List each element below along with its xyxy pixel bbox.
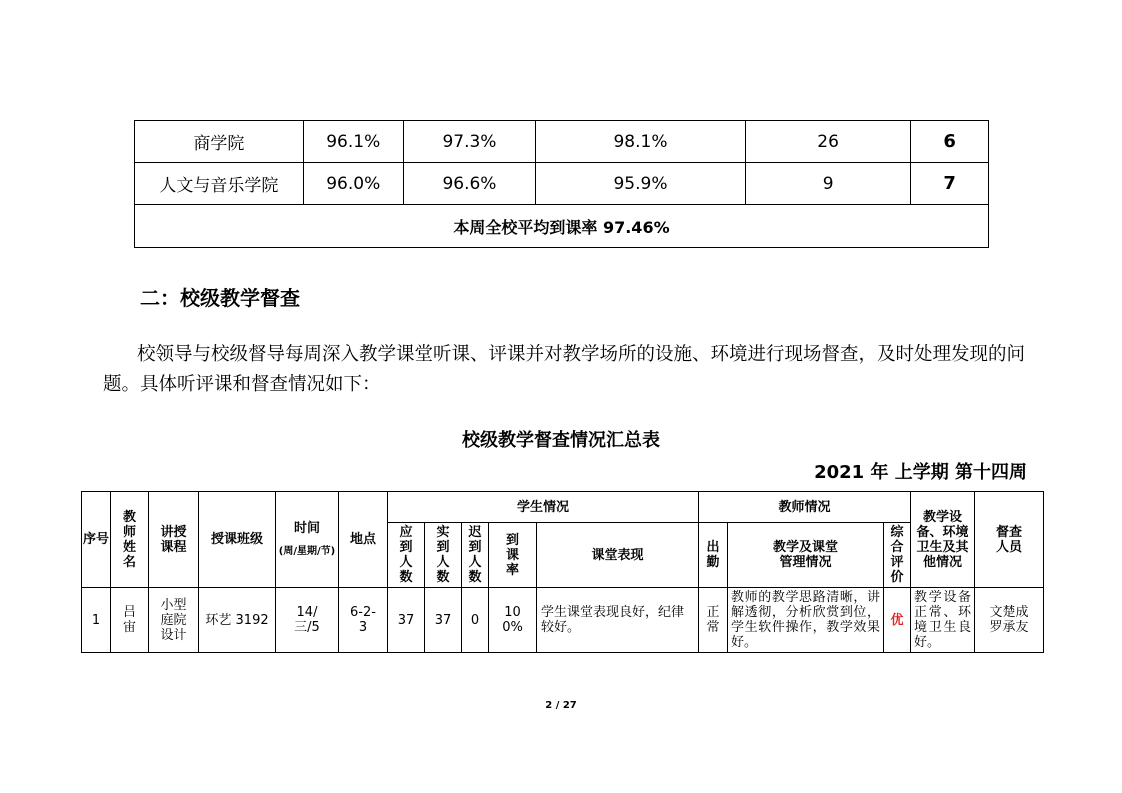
rate-cell: 96.0% bbox=[303, 163, 403, 205]
record-overall-rating: 优 bbox=[884, 588, 911, 653]
record-attendance: 正常 bbox=[699, 588, 728, 653]
page-number: 2 / 27 bbox=[545, 700, 577, 711]
header-env: 教学设备、环境卫生及其他情况 bbox=[911, 492, 975, 588]
record-no: 1 bbox=[82, 588, 111, 653]
rate-cell: 96.6% bbox=[403, 163, 535, 205]
rank-cell: 6 bbox=[911, 121, 989, 163]
record-performance: 学生课堂表现良好，纪律较好。 bbox=[537, 588, 699, 653]
table-title: 校级教学督查情况汇总表 bbox=[462, 430, 660, 451]
attendance-table bbox=[134, 120, 989, 248]
supervision-table bbox=[81, 491, 1044, 653]
count-cell: 9 bbox=[745, 163, 911, 205]
record-mgmt: 教师的教学思路清晰，讲解透彻，分析欣赏到位，学生软件操作，教学效果好。 bbox=[728, 588, 884, 653]
header-attendance: 出勤 bbox=[699, 523, 728, 588]
record-course: 小型庭院设计 bbox=[149, 588, 199, 653]
rank-cell: 7 bbox=[911, 163, 989, 205]
rate-cell: 98.1% bbox=[536, 121, 746, 163]
record-env: 教学设备正常、环境卫生良好。 bbox=[911, 588, 975, 653]
rate-cell: 96.1% bbox=[303, 121, 403, 163]
header-mgmt: 教学及课堂 管理情况 bbox=[728, 523, 884, 588]
header-inspector: 督查人员 bbox=[975, 492, 1044, 588]
header-teacher: 教师姓名 bbox=[111, 492, 149, 588]
record-should: 37 bbox=[388, 588, 425, 653]
table-row bbox=[82, 588, 1044, 653]
college-name: 人文与音乐学院 bbox=[135, 163, 304, 205]
record-teacher: 吕宙 bbox=[111, 588, 149, 653]
header-class: 授课班级 bbox=[199, 492, 276, 588]
count-cell: 26 bbox=[745, 121, 911, 163]
header-performance: 课堂表现 bbox=[537, 523, 699, 588]
table-row bbox=[135, 163, 989, 205]
college-name: 商学院 bbox=[135, 121, 304, 163]
header-no: 序号 bbox=[82, 492, 111, 588]
record-place: 6-2-3 bbox=[339, 588, 388, 653]
record-actual: 37 bbox=[425, 588, 462, 653]
record-late: 0 bbox=[462, 588, 489, 653]
header-place: 地点 bbox=[339, 492, 388, 588]
header-actual: 实到人数 bbox=[425, 523, 462, 588]
header-teacher-info: 教师情况 bbox=[699, 492, 911, 523]
record-rate: 100% bbox=[489, 588, 537, 653]
section-paragraph: 校领导与校级督导每周深入教学课堂听课、评课并对教学场所的设施、环境进行现场督查，及时处理发现的问题。具体听评课和督查情况如下： bbox=[103, 344, 1026, 395]
header-should: 应到人数 bbox=[388, 523, 425, 588]
table-row bbox=[135, 121, 989, 163]
average-attendance: 本周全校平均到课率 97.46% bbox=[135, 205, 989, 248]
record-inspector: 文楚成 罗承友 bbox=[975, 588, 1044, 653]
section-heading: 二：校级教学督查 bbox=[140, 286, 300, 310]
rate-cell: 97.3% bbox=[403, 121, 535, 163]
header-overall: 综合评价 bbox=[884, 523, 911, 588]
header-rate: 到课率 bbox=[489, 523, 537, 588]
record-class: 环艺 3192 bbox=[199, 588, 276, 653]
header-time: 时间 (周/星期/节) bbox=[276, 492, 339, 588]
average-row bbox=[135, 205, 989, 248]
header-late: 迟到人数 bbox=[462, 523, 489, 588]
record-time: 14/三/5 bbox=[276, 588, 339, 653]
header-student: 学生情况 bbox=[388, 492, 699, 523]
header-row bbox=[82, 492, 1044, 523]
header-course: 讲授课程 bbox=[149, 492, 199, 588]
term-label: 2021 年 上学期 第十四周 bbox=[814, 462, 1027, 483]
rate-cell: 95.9% bbox=[536, 163, 746, 205]
